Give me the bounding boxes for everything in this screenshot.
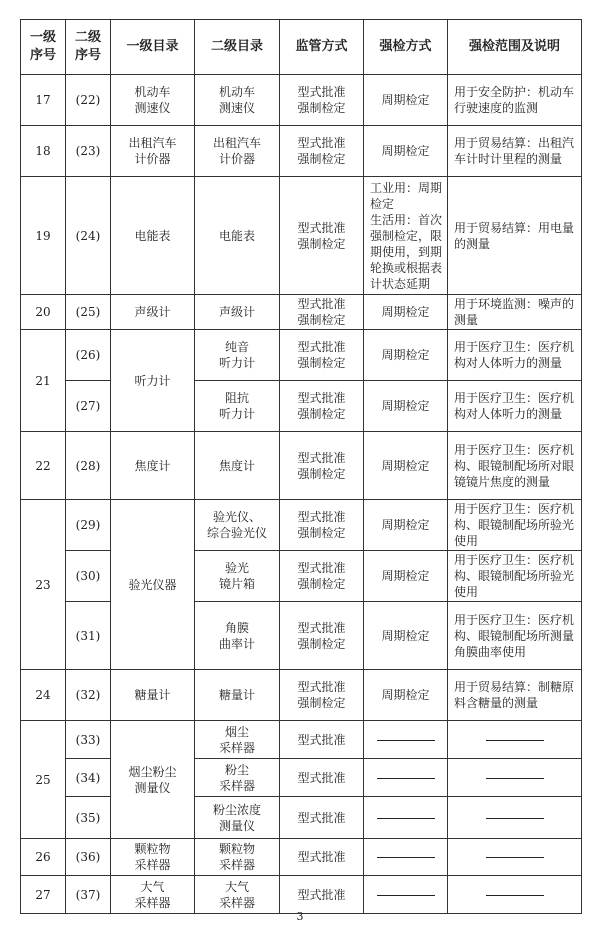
level1-no: 17 <box>21 75 66 126</box>
inspection-method-empty <box>364 797 448 839</box>
table-row <box>21 381 582 432</box>
level1-no: 24 <box>21 670 66 721</box>
level2-catalog: 机动车 测速仪 <box>195 75 280 126</box>
level2-catalog: 电能表 <box>195 177 280 295</box>
scope-description: 用于医疗卫生：医疗机构对人体听力的测量 <box>448 381 582 432</box>
regulation-method: 型式批准 强制检定 <box>280 551 364 602</box>
scope-description: 用于医疗卫生：医疗机构、眼镜制配场所验光使用 <box>448 500 582 551</box>
level2-catalog: 验光仪、 综合验光仪 <box>195 500 280 551</box>
table-row <box>21 75 582 126</box>
header-level1-no: 一级 序号 <box>21 20 66 75</box>
level2-catalog: 纯音 听力计 <box>195 330 280 381</box>
table-row <box>21 500 582 551</box>
dash-line <box>486 778 544 779</box>
level1-no: 27 <box>21 876 66 914</box>
table-row <box>21 432 582 500</box>
header-inspection-method: 强检方式 <box>364 20 448 75</box>
header-level2-no: 二级 序号 <box>66 20 111 75</box>
table-row <box>21 295 582 330</box>
level1-catalog: 大气 采样器 <box>111 876 195 914</box>
level1-catalog: 机动车 测速仪 <box>111 75 195 126</box>
level2-catalog: 声级计 <box>195 295 280 330</box>
level2-catalog: 焦度计 <box>195 432 280 500</box>
regulation-method: 型式批准 强制检定 <box>280 330 364 381</box>
page-number: 3 <box>296 910 304 923</box>
level1-catalog: 声级计 <box>111 295 195 330</box>
regulation-method: 型式批准 <box>280 839 364 876</box>
dash-line <box>486 818 544 819</box>
level2-catalog: 大气 采样器 <box>195 876 280 914</box>
table-row <box>21 602 582 670</box>
scope-description-empty <box>448 797 582 839</box>
dash-line <box>377 818 435 819</box>
level2-no: (35) <box>66 797 111 839</box>
level2-no: (27) <box>66 381 111 432</box>
level2-no: (24) <box>66 177 111 295</box>
level2-no: (25) <box>66 295 111 330</box>
regulation-method: 型式批准 强制检定 <box>280 500 364 551</box>
level1-no: 23 <box>21 500 66 670</box>
regulation-method: 型式批准 <box>280 759 364 797</box>
table-row <box>21 759 582 797</box>
inspection-method-empty <box>364 839 448 876</box>
table-row <box>21 670 582 721</box>
level1-catalog: 听力计 <box>111 330 195 432</box>
level2-no: (22) <box>66 75 111 126</box>
scope-description-empty <box>448 876 582 914</box>
inspection-method: 周期检定 <box>364 295 448 330</box>
regulation-method: 型式批准 <box>280 797 364 839</box>
level2-catalog: 粉尘浓度 测量仪 <box>195 797 280 839</box>
scope-description: 用于安全防护：机动车行驶速度的监测 <box>448 75 582 126</box>
level1-catalog: 颗粒物 采样器 <box>111 839 195 876</box>
regulation-method: 型式批准 强制检定 <box>280 177 364 295</box>
level2-catalog: 糖量计 <box>195 670 280 721</box>
level1-catalog: 烟尘粉尘 测量仪 <box>111 721 195 839</box>
inspection-method: 周期检定 <box>364 432 448 500</box>
header-level2-catalog: 二级目录 <box>195 20 280 75</box>
level1-catalog: 糖量计 <box>111 670 195 721</box>
dash-line <box>377 895 435 896</box>
table-row <box>21 797 582 839</box>
scope-description: 用于贸易结算：出租汽车计时计里程的测量 <box>448 126 582 177</box>
level1-no: 19 <box>21 177 66 295</box>
inspection-method: 周期检定 <box>364 126 448 177</box>
inspection-method-empty <box>364 876 448 914</box>
dash-line <box>486 895 544 896</box>
scope-description: 用于贸易结算：用电量的测量 <box>448 177 582 295</box>
level2-catalog: 阻抗 听力计 <box>195 381 280 432</box>
level1-catalog: 验光仪器 <box>111 500 195 670</box>
level1-no: 20 <box>21 295 66 330</box>
regulation-method: 型式批准 强制检定 <box>280 432 364 500</box>
level1-no: 26 <box>21 839 66 876</box>
regulation-method: 型式批准 强制检定 <box>280 602 364 670</box>
inspection-method: 周期检定 <box>364 381 448 432</box>
dash-line <box>377 778 435 779</box>
regulation-method: 型式批准 强制检定 <box>280 670 364 721</box>
level2-no: (32) <box>66 670 111 721</box>
regulation-method: 型式批准 强制检定 <box>280 381 364 432</box>
level1-no: 21 <box>21 330 66 432</box>
level2-no: (26) <box>66 330 111 381</box>
header-level1-catalog: 一级目录 <box>111 20 195 75</box>
inspection-method: 周期检定 <box>364 551 448 602</box>
table-row <box>21 177 582 295</box>
level2-no: (29) <box>66 500 111 551</box>
level2-no: (36) <box>66 839 111 876</box>
inspection-method: 周期检定 <box>364 75 448 126</box>
header-scope-description: 强检范围及说明 <box>448 20 582 75</box>
table-row <box>21 126 582 177</box>
level2-catalog: 出租汽车 计价器 <box>195 126 280 177</box>
scope-description: 用于环境监测：噪声的测量 <box>448 295 582 330</box>
header-regulation-method: 监管方式 <box>280 20 364 75</box>
level1-catalog: 出租汽车 计价器 <box>111 126 195 177</box>
level2-catalog: 颗粒物 采样器 <box>195 839 280 876</box>
level2-no: (28) <box>66 432 111 500</box>
level2-no: (30) <box>66 551 111 602</box>
table-row <box>21 551 582 602</box>
scope-description: 用于医疗卫生：医疗机构、眼镜制配场所测量角膜曲率使用 <box>448 602 582 670</box>
scope-description-empty <box>448 759 582 797</box>
table-row <box>21 876 582 914</box>
inspection-method: 周期检定 <box>364 330 448 381</box>
dash-line <box>377 857 435 858</box>
dash-line <box>486 740 544 741</box>
inspection-method-empty <box>364 721 448 759</box>
level1-catalog: 焦度计 <box>111 432 195 500</box>
regulation-method: 型式批准 <box>280 721 364 759</box>
scope-description: 用于贸易结算：制糖原料含糖量的测量 <box>448 670 582 721</box>
inspection-method: 周期检定 <box>364 670 448 721</box>
level2-no: (33) <box>66 721 111 759</box>
scope-description: 用于医疗卫生：医疗机构、眼镜制配场所对眼镜镜片焦度的测量 <box>448 432 582 500</box>
regulation-method: 型式批准 <box>280 876 364 914</box>
dash-line <box>486 857 544 858</box>
inspection-method: 周期检定 <box>364 602 448 670</box>
scope-description: 用于医疗卫生：医疗机构、眼镜制配场所验光使用 <box>448 551 582 602</box>
regulation-method: 型式批准 强制检定 <box>280 75 364 126</box>
level2-no: (31) <box>66 602 111 670</box>
inspection-method: 工业用：周期检定 生活用：首次强制检定，限期使用，到期轮换或根据表计状态延期 <box>364 177 448 295</box>
inspection-method: 周期检定 <box>364 500 448 551</box>
level2-no: (37) <box>66 876 111 914</box>
inspection-method-empty <box>364 759 448 797</box>
level1-no: 18 <box>21 126 66 177</box>
table-row <box>21 839 582 876</box>
scope-description-empty <box>448 721 582 759</box>
level2-catalog: 验光 镜片箱 <box>195 551 280 602</box>
level1-no: 25 <box>21 721 66 839</box>
table-row <box>21 330 582 381</box>
header-row <box>21 20 582 75</box>
level1-catalog: 电能表 <box>111 177 195 295</box>
scope-description: 用于医疗卫生：医疗机构对人体听力的测量 <box>448 330 582 381</box>
level2-catalog: 粉尘 采样器 <box>195 759 280 797</box>
regulation-method: 型式批准 强制检定 <box>280 295 364 330</box>
dash-line <box>377 740 435 741</box>
instrument-catalog-table <box>20 19 582 914</box>
level1-no: 22 <box>21 432 66 500</box>
level2-catalog: 角膜 曲率计 <box>195 602 280 670</box>
scope-description-empty <box>448 839 582 876</box>
level2-catalog: 烟尘 采样器 <box>195 721 280 759</box>
level2-no: (23) <box>66 126 111 177</box>
regulation-method: 型式批准 强制检定 <box>280 126 364 177</box>
level2-no: (34) <box>66 759 111 797</box>
table-row <box>21 721 582 759</box>
